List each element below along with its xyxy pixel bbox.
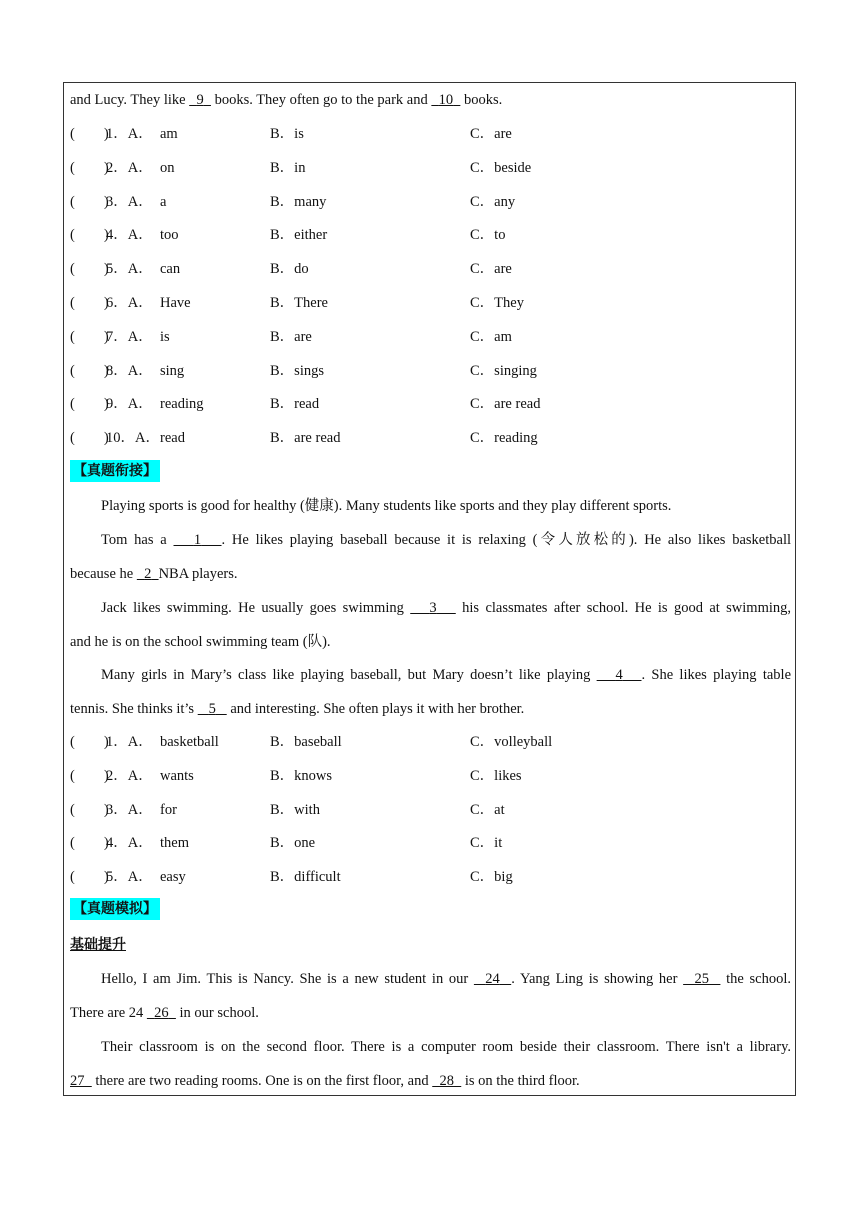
question-row: [70, 732, 790, 752]
option-b[interactable]: B．many: [270, 193, 327, 210]
option-b[interactable]: B．is: [270, 126, 304, 142]
answer-blank[interactable]: ( ): [70, 261, 109, 278]
question-number: 9．A．: [106, 396, 153, 413]
question-number: 4．A．: [106, 227, 153, 244]
blank-9: 9: [196, 92, 204, 108]
passage2-para3-line1: Jack likes swimming. He usually goes swimming 3 his classmates after school. He is good at swimming,: [101, 600, 792, 616]
option-b[interactable]: B．are: [270, 328, 312, 345]
question-row: [70, 766, 790, 786]
option-c[interactable]: C．beside: [470, 159, 532, 176]
answer-blank[interactable]: ( ): [70, 193, 109, 210]
answer-blank[interactable]: ( ): [70, 767, 109, 784]
option-a[interactable]: can: [160, 261, 181, 278]
option-a[interactable]: them: [160, 835, 189, 852]
question-number: 5．A．: [106, 869, 153, 886]
option-c[interactable]: C．it: [470, 835, 503, 852]
option-c[interactable]: C．likes: [470, 767, 522, 784]
option-b[interactable]: B．sings: [270, 362, 324, 379]
subheading-jichu-tisheng: 基础提升: [70, 937, 126, 953]
option-a[interactable]: wants: [160, 767, 194, 784]
option-a[interactable]: basketball: [160, 734, 219, 750]
passage1-last-line: and Lucy. They like 9 books. They often go to the park and 10 books.: [70, 92, 503, 108]
question-row: [70, 327, 790, 347]
option-b[interactable]: B．do: [270, 261, 309, 278]
blank-2: 2: [144, 566, 152, 582]
blank-4: 4: [615, 667, 623, 683]
blank-25: 25: [694, 971, 710, 987]
option-b[interactable]: B．one: [270, 835, 316, 852]
question-row: [70, 225, 790, 245]
option-b[interactable]: B．with: [270, 801, 320, 818]
passage2-para4-line2: tennis. She thinks it’s 5 and interesting. She often plays it with her brother.: [70, 701, 525, 717]
blank-24: 24: [485, 971, 500, 987]
blank-5: 5: [208, 701, 216, 717]
passage2-para3-line2: and he is on the school swimming team (队).: [70, 634, 331, 650]
option-a[interactable]: on: [160, 159, 175, 176]
question-number: 2．A．: [106, 159, 153, 176]
question-row: [70, 867, 790, 887]
answer-blank[interactable]: ( ): [70, 396, 109, 413]
option-a[interactable]: sing: [160, 362, 185, 379]
answer-blank[interactable]: ( ): [70, 430, 109, 447]
question-number: 8．A．: [106, 362, 153, 379]
question-number: 5．A．: [106, 261, 153, 278]
answer-blank[interactable]: ( ): [70, 869, 109, 886]
question-number: 1．A．: [106, 734, 153, 750]
passage3-line3: Their classroom is on the second floor. There is a computer room beside their classroom. There isn't a library.: [101, 1039, 791, 1055]
passage3-line4: 27 there are two reading rooms. One is on the first floor, and 28 is on the third floor.: [70, 1073, 580, 1089]
option-c[interactable]: C．are: [470, 261, 512, 278]
answer-blank[interactable]: ( ): [70, 159, 109, 176]
question-row: [70, 192, 790, 212]
option-c[interactable]: C．reading: [470, 430, 538, 447]
option-b[interactable]: B．baseball: [270, 734, 342, 750]
option-c[interactable]: C．volleyball: [470, 734, 553, 750]
question-number: 7．A．: [106, 328, 153, 345]
answer-blank[interactable]: ( ): [70, 328, 109, 345]
answer-blank[interactable]: ( ): [70, 734, 109, 750]
option-b[interactable]: B．difficult: [270, 869, 341, 886]
option-a[interactable]: reading: [160, 396, 204, 413]
option-a[interactable]: is: [160, 328, 170, 345]
blank-26: 26: [154, 1005, 169, 1021]
question-row: [70, 293, 790, 313]
tag-zhenti-moni: 【真题模拟】: [70, 898, 160, 920]
blank-10: 10: [438, 92, 454, 108]
blank-28: 28: [439, 1073, 454, 1089]
passage3-line2: There are 24 26 in our school.: [70, 1005, 259, 1021]
option-b[interactable]: B．are read: [270, 430, 341, 447]
question-row: [70, 428, 790, 448]
answer-blank[interactable]: ( ): [70, 295, 109, 311]
option-c[interactable]: C．am: [470, 328, 512, 345]
option-b[interactable]: B．read: [270, 396, 320, 413]
option-b[interactable]: B．in: [270, 159, 306, 176]
passage3-line1: Hello, I am Jim. This is Nancy. She is a new student in our 24 . Yang Ling is showing her 25 the school.: [101, 971, 791, 987]
option-b[interactable]: B．knows: [270, 767, 333, 784]
option-c[interactable]: C．at: [470, 801, 505, 818]
passage2-para1: Playing sports is good for healthy (健康). Many students like sports and they play different sports.: [101, 498, 672, 514]
option-c[interactable]: C．are read: [470, 396, 541, 413]
passage2-para4-line1: Many girls in Mary’s class like playing baseball, but Mary doesn’t like playing 4 . She likes playing table: [101, 667, 792, 683]
question-number: 3．A．: [106, 801, 153, 818]
question-number: 2．A．: [106, 767, 153, 784]
option-c[interactable]: C．big: [470, 869, 513, 886]
question-number: 4．A．: [106, 835, 153, 852]
option-c[interactable]: C．singing: [470, 362, 537, 379]
option-c[interactable]: C．They: [470, 295, 524, 311]
option-b[interactable]: B．There: [270, 295, 328, 311]
blank-1: 1: [193, 532, 202, 548]
option-c[interactable]: C．any: [470, 193, 516, 210]
option-a[interactable]: easy: [160, 869, 186, 886]
blank-27: 27: [70, 1073, 85, 1089]
question-row: [70, 259, 790, 279]
option-a[interactable]: too: [160, 227, 179, 244]
question-row: [70, 158, 790, 178]
question-row: [70, 394, 790, 414]
passage2-para2-line2: because he 2 NBA players.: [70, 566, 238, 582]
question-number: 10．A．: [106, 430, 160, 447]
option-a[interactable]: for: [160, 801, 177, 818]
option-c[interactable]: C．are: [470, 126, 512, 142]
option-b[interactable]: B．either: [270, 227, 328, 244]
option-a[interactable]: a: [160, 193, 167, 210]
blank-3: 3: [429, 600, 437, 616]
option-a[interactable]: am: [160, 126, 178, 142]
option-a[interactable]: Have: [160, 295, 191, 311]
question-number: 1．A．: [106, 126, 153, 142]
answer-blank[interactable]: ( ): [70, 835, 109, 852]
answer-blank[interactable]: ( ): [70, 362, 109, 379]
answer-blank[interactable]: ( ): [70, 801, 109, 818]
question-number: 3．A．: [106, 193, 153, 210]
question-row: [70, 361, 790, 381]
question-row: [70, 833, 790, 853]
answer-blank[interactable]: ( ): [70, 126, 109, 142]
question-row: [70, 800, 790, 820]
tag-zhenti-xianjie: 【真题衔接】: [70, 460, 160, 482]
option-c[interactable]: C．to: [470, 227, 506, 244]
answer-blank[interactable]: ( ): [70, 227, 109, 244]
question-number: 6．A．: [106, 295, 153, 311]
passage2-para2-line1: Tom has a 1 . He likes playing baseball because it is relaxing (令人放松的). He also likes basketball: [101, 532, 792, 548]
option-a[interactable]: read: [160, 430, 185, 447]
question-row: [70, 124, 790, 144]
